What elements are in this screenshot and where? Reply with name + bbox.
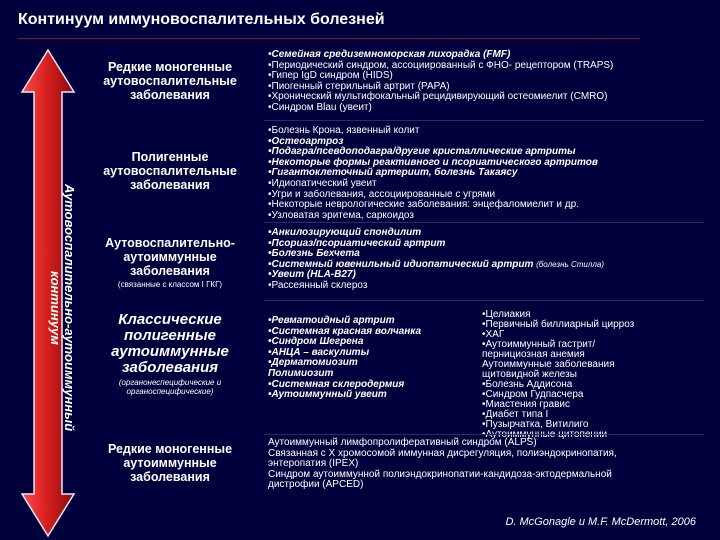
- list-item: •Первичный биллиарный цирроз: [482, 319, 635, 330]
- list-item: •Миастения гравис: [482, 399, 570, 410]
- list-item: •Увеит (HLA-B27): [268, 269, 356, 281]
- category-line: заболевания: [130, 470, 210, 484]
- category-line: аутоиммунные: [123, 456, 217, 470]
- list-item: •Аутоиммунный гастрит/: [482, 339, 596, 350]
- list-item: •Пузырчатка, Витилиго: [482, 419, 589, 430]
- list-rare-monogenic-autoinflammatory: [268, 50, 613, 114]
- category-line: заболевания: [130, 264, 210, 278]
- category-line: аутовоспалительные: [103, 164, 237, 178]
- list-item: •Синдром Гудпасчера: [482, 389, 584, 400]
- list-item: •Идиопатический увеит: [268, 177, 377, 189]
- list-rare-monogenic-autoimmune: [268, 438, 617, 491]
- list-classic-autoimmune-systemic: [268, 316, 421, 401]
- category-line: заболевания: [130, 178, 210, 192]
- row-divider: [264, 120, 704, 121]
- list-item-note: (болезнь Стилла): [536, 259, 605, 269]
- list-item: Синдром аутоиммунной полиэндокринопатии-кандидоза-эктодермальной: [268, 468, 612, 480]
- list-item: •Синдром Шегрена: [268, 336, 364, 348]
- category-line: заболевания: [121, 359, 219, 376]
- list-item-text: •Системный ювенильный идиопатический артрит: [268, 258, 534, 270]
- list-item: •Рассеянный склероз: [268, 279, 368, 291]
- category-line: аутовоспалительные: [103, 74, 237, 88]
- list-item: •Некоторые неврологические заболевания: энцефаломиелит и др.: [268, 199, 579, 211]
- category-line: полигенные: [123, 327, 217, 344]
- category-rare-monogenic-autoimmune: [90, 442, 250, 484]
- list-item: •Псориаз/псориатический артрит: [268, 237, 446, 249]
- list-item: Аутоиммунный лимфопролиферативный синдром (ALPS): [268, 437, 537, 448]
- list-item: •Семейная средиземноморская лихорадка (FMF): [268, 49, 511, 60]
- list-item: щитовидной железы: [482, 369, 577, 380]
- list-item: •Синдром Blau (увеит): [268, 101, 372, 113]
- list-item: Связанная с Х хромосомой иммунная дисрегуляция, полиэндокринопатия,: [268, 447, 617, 459]
- category-classic-polygenic-autoimmune: [90, 312, 250, 396]
- list-item: •Болезнь Аддисона: [482, 379, 573, 390]
- category-line: Классические: [118, 311, 222, 328]
- list-polygenic-autoinflammatory: [268, 126, 598, 221]
- list-item: •Ревматоидный артрит: [268, 315, 395, 326]
- list-item: энтеропатия (IPEX): [268, 458, 359, 470]
- citation: D. McGonagle и M.F. McDermott, 2006: [505, 516, 696, 528]
- list-item: Полимиозит: [268, 367, 334, 379]
- category-autoinflammatory-autoimmune: [90, 236, 250, 289]
- list-item: •Пиогенный стерильный артрит (PAPA): [268, 80, 450, 92]
- list-item: Аутоиммунные заболевания: [482, 359, 615, 370]
- row-divider: [264, 300, 704, 301]
- list-autoinflammatory-autoimmune: [268, 228, 604, 292]
- category-note: (органонеспецифические и органоспецифические): [118, 378, 222, 396]
- list-item: •Диабет типа I: [482, 409, 549, 420]
- list-classic-autoimmune-organ: [482, 310, 634, 440]
- list-item: •Системная красная волчанка: [268, 325, 422, 337]
- category-line: заболевания: [130, 88, 210, 102]
- list-item: •Целиакия: [482, 309, 531, 320]
- category-line: аутоиммунные: [111, 343, 229, 360]
- category-line: аутоиммунные: [123, 250, 217, 264]
- category-note: (связанные с классом I ГКГ): [117, 280, 223, 289]
- list-item: •Дерматомиозит: [268, 357, 358, 369]
- category-line: Полигенные: [131, 150, 209, 164]
- category-polygenic-autoinflammatory: [90, 150, 250, 192]
- title-divider: [18, 38, 640, 39]
- row-divider: [264, 434, 704, 435]
- list-item: •Аутоиммунный увеит: [268, 389, 387, 401]
- list-item: •Анкилозирующий спондилит: [268, 227, 422, 238]
- page-title: Континуум иммуновоспалительных болезней: [18, 11, 385, 28]
- list-item: дистрофии (APCED): [268, 479, 364, 491]
- arrow-label: Аутовоспалительно-аутоиммунный континуум: [48, 184, 77, 432]
- list-item: •Некоторые формы реактивного и псориатического артритов: [268, 156, 598, 168]
- row-divider: [264, 222, 704, 223]
- list-item: •ХАГ: [482, 329, 505, 340]
- list-item: •Системная склеродермия: [268, 378, 405, 390]
- continuum-arrow: [20, 48, 76, 538]
- list-item: •Хронический мультифокальный рецидивирующий остеомиелит (CMRO): [268, 91, 608, 103]
- category-line: Редкие моногенные: [107, 60, 233, 74]
- category-line: Аутовоспалительно-: [105, 236, 235, 250]
- list-item: •Гипер IgD синдром (HIDS): [268, 70, 393, 82]
- category-rare-monogenic-autoinflammatory: [90, 60, 250, 102]
- list-item: пернициозная анемия: [482, 349, 585, 360]
- list-item: •АНЦА – васкулиты: [268, 346, 370, 358]
- list-item: •Болезнь Крона, язвенный колит: [268, 125, 420, 136]
- list-item: •Узловатая эритема, саркоидоз: [268, 209, 414, 221]
- category-line: Редкие моногенные: [107, 442, 233, 456]
- list-item: •Гигантоклеточный артериит, болезнь Такаясу: [268, 167, 518, 179]
- list-item: •Болезнь Бехчета: [268, 248, 360, 260]
- list-item: •Остеоартроз: [268, 135, 344, 147]
- list-item: •Подагра/псевдоподагра/другие кристаллические артриты: [268, 146, 576, 158]
- list-item: •Периодический синдром, ассоциированный с ФНО- рецептором (TRAPS): [268, 59, 614, 71]
- list-item: •Угри и заболевания, ассоциированные с угрями: [268, 188, 496, 200]
